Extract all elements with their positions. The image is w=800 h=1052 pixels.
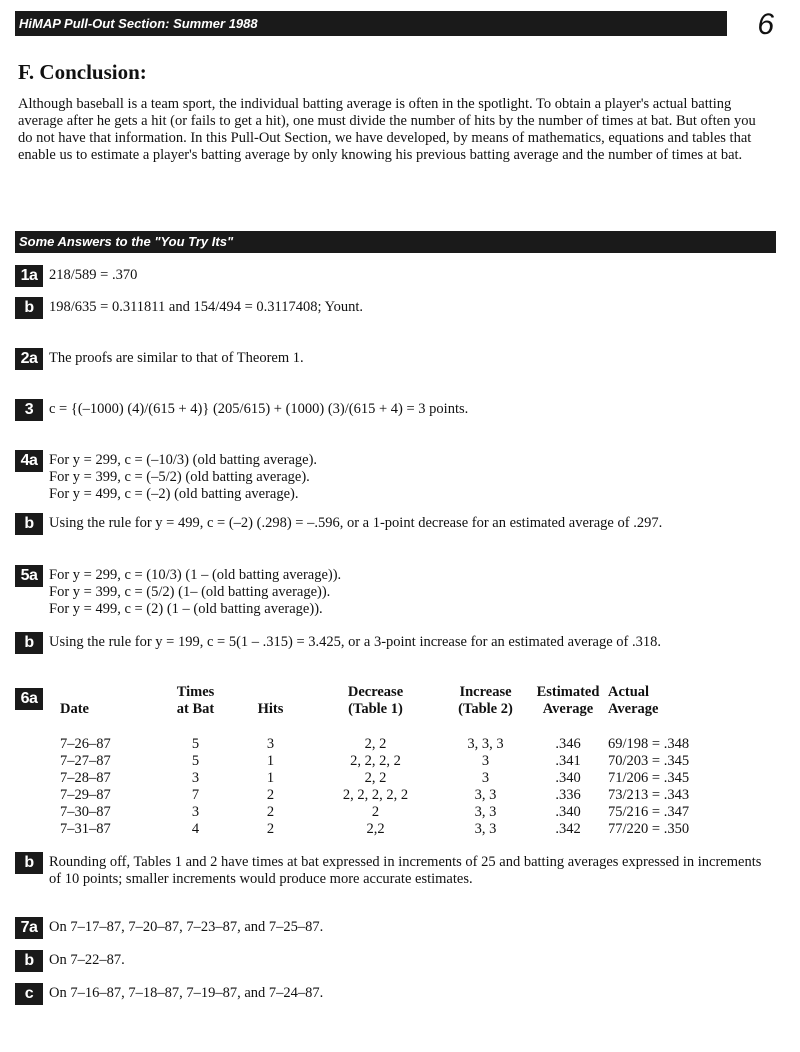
cell-times-at-bat: 7 [191,787,200,803]
answer-text [49,348,304,367]
answer-4a [15,450,317,503]
col-header-actual-average: Actual Average [608,684,659,717]
answer-1a [15,265,137,287]
answer-line: c = {(–1000) (4)/(615 + 4)} (205/615) + (1000) (3)/(615 + 4) = 3 points. [49,401,469,417]
table-row [60,821,730,838]
col-header-increase: Increase (Table 2) [458,684,513,717]
header-banner [15,11,727,36]
cell-estimated: .340 [555,770,581,786]
answer-7c [15,983,323,1005]
answer-line: On 7–16–87, 7–18–87, 7–19–87, and 7–24–87. [49,985,324,1001]
cell-increase: 3 [481,753,490,769]
cell-hits: 2 [266,804,275,820]
answer-6b [15,852,775,888]
answer-line: The proofs are similar to that of Theorem 1. [49,350,304,366]
banner-title: HiMAP Pull-Out Section: Summer 1988 [19,16,258,31]
answer-badge: b [15,513,43,535]
col-header-times-at-bat: Times at Bat [176,684,215,717]
answer-badge: 5a [15,565,43,587]
cell-date: 7–28–87 [60,770,111,786]
answer-badge: 4a [15,450,43,472]
table-row [60,753,730,770]
answer-badge: 1a [15,265,43,287]
answer-5a [15,565,341,618]
answer-badge: b [15,297,43,319]
answer-line: On 7–17–87, 7–20–87, 7–23–87, and 7–25–87. [49,919,324,935]
cell-times-at-bat: 3 [191,804,200,820]
page-number: 6 [757,8,774,41]
answer-text [49,297,363,316]
conclusion-paragraph: Although baseball is a team sport, the individual batting average is often in the spotlight. To obtain a player's actual batting average after he gets a hit (or fails to get a hit), one must divide the number of hits by the number of times at bat. But often you do not have that information. In this Pull-Out Section, we have developed, by means of mathematics, equations and tables that enable us to estimate a player's batting average by only knowing his previous batting average and the number of times at bat. [18,96,756,163]
cell-estimated: .346 [555,736,581,752]
cell-date: 7–29–87 [60,787,111,803]
cell-hits: 1 [266,753,275,769]
cell-decrease: 2 [371,804,380,820]
answer-text [49,632,661,651]
cell-estimated: .340 [555,804,581,820]
answer-text [49,565,341,618]
cell-hits: 2 [266,787,275,803]
cell-decrease: 2, 2 [364,770,387,786]
cell-increase: 3, 3 [474,821,497,837]
table-row [60,787,730,804]
answer-line: 218/589 = .370 [49,267,138,283]
answer-text [49,852,775,888]
cell-hits: 3 [266,736,275,752]
answer-badge: c [15,983,43,1005]
answer-line: For y = 499, c = (–2) (old batting average). [49,486,299,502]
cell-decrease: 2, 2, 2, 2, 2 [342,787,409,803]
cell-decrease: 2, 2 [364,736,387,752]
cell-estimated: .341 [555,753,581,769]
answer-badge: 3 [15,399,43,421]
answer-text [49,917,323,936]
answer-badge: 2a [15,348,43,370]
answer-7b [15,950,125,972]
cell-times-at-bat: 5 [191,736,200,752]
answer-text [49,513,662,532]
col-header-decrease: Decrease (Table 1) [347,684,404,717]
cell-actual: 70/203 = .345 [608,753,690,769]
table-row [60,804,730,821]
answer-text [49,983,323,1002]
answer-line: 198/635 = 0.311811 and 154/494 = 0.3117408; Yount. [49,299,364,315]
cell-increase: 3, 3, 3 [467,736,504,752]
answer-6a [15,688,43,710]
col-header-hits: Hits [257,701,284,717]
answer-7a [15,917,323,939]
answer-line: For y = 299, c = (10/3) (1 – (old batting average)). [49,567,342,583]
cell-actual: 69/198 = .348 [608,736,690,752]
cell-date: 7–26–87 [60,736,111,752]
cell-actual: 73/213 = .343 [608,787,690,803]
answer-text [49,950,125,969]
cell-date: 7–27–87 [60,753,111,769]
col-header-date: Date [60,701,89,717]
answer-line: Using the rule for y = 499, c = (–2) (.298) = –.596, or a 1-point decrease for an estimated average of .297. [49,515,663,531]
table-row [60,736,730,753]
cell-date: 7–31–87 [60,821,111,837]
answer-text [49,450,317,503]
cell-hits: 1 [266,770,275,786]
answer-badge: b [15,852,43,874]
answer-5b [15,632,661,654]
col-header-estimated-average: Estimated Average [536,684,600,717]
cell-increase: 3, 3 [474,804,497,820]
answer-text [49,265,137,284]
cell-decrease: 2, 2, 2, 2 [350,753,401,769]
answer-4b [15,513,662,535]
answer-line: Using the rule for y = 199, c = 5(1 – .315) = 3.425, or a 3-point increase for an estimated average of .318. [49,634,662,650]
cell-decrease: 2,2 [366,821,385,837]
answers-banner-title: Some Answers to the "You Try Its" [19,234,234,249]
answer-line: Rounding off, Tables 1 and 2 have times at bat expressed in increments of 25 and batting averages expressed in increments of 10 points; smaller increments would produce more accurate estimates. [49,854,762,887]
cell-actual: 77/220 = .350 [608,821,690,837]
cell-estimated: .336 [555,787,581,803]
cell-date: 7–30–87 [60,804,111,820]
answer-line: For y = 399, c = (–5/2) (old batting average). [49,469,310,485]
answer-badge: b [15,950,43,972]
answer-line: For y = 499, c = (2) (1 – (old batting average)). [49,601,323,617]
answer-line: For y = 399, c = (5/2) (1– (old batting average)). [49,584,331,600]
answer-badge: 7a [15,917,43,939]
cell-actual: 75/216 = .347 [608,804,690,820]
answer-3 [15,399,468,421]
answer-line: On 7–22–87. [49,952,125,968]
cell-times-at-bat: 3 [191,770,200,786]
section-heading: F. Conclusion: [18,60,147,84]
cell-increase: 3 [481,770,490,786]
table-row [60,770,730,787]
answer-badge: b [15,632,43,654]
answer-1b [15,297,363,319]
cell-actual: 71/206 = .345 [608,770,690,786]
answer-6a-table [60,684,730,838]
cell-times-at-bat: 4 [191,821,200,837]
answers-banner [15,231,776,253]
answer-text [49,399,468,418]
answer-badge: 6a [15,688,43,710]
table-header-row [60,684,730,736]
cell-estimated: .342 [555,821,581,837]
cell-times-at-bat: 5 [191,753,200,769]
cell-increase: 3, 3 [474,787,497,803]
answer-line: For y = 299, c = (–10/3) (old batting average). [49,452,318,468]
cell-hits: 2 [266,821,275,837]
answer-2a [15,348,304,370]
